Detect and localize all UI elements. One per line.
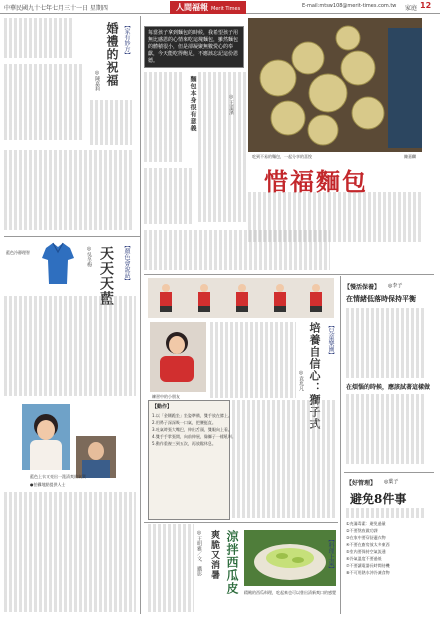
blue-shirt-title: 天天天藍 xyxy=(98,246,114,306)
divider xyxy=(344,472,434,473)
page-header xyxy=(0,0,440,14)
health-body-b xyxy=(346,394,424,464)
melon-author: ◎王明雅／文．攝影 xyxy=(196,530,202,576)
bread-body-col-c xyxy=(144,168,194,224)
article-wedding-col-b xyxy=(4,64,84,140)
kids-tag: 【兒童樂園】 xyxy=(327,322,334,358)
health-tag: 【慢活保養】 xyxy=(344,284,381,291)
bread-title: 惜福麵包 xyxy=(264,167,368,196)
home-list-item: ⑦不要讓電器長時間待機 xyxy=(346,563,390,568)
bread-body-col-e xyxy=(144,230,330,270)
bread-quote: 每當孩子拿到麵包的時候，我希望孩子用無比感恩的心情來吃這塊麵包，雖然麵包的體積很小，但是卻凝聚無數愛心的奉獻，今天能吃得飽足，不應該忘記這份恩德。 xyxy=(148,30,239,64)
home-intro xyxy=(346,508,424,518)
health-title: 在情緒低落時保持平衡 xyxy=(346,295,416,303)
blue-shirt-tag: 【顏色會說話】 xyxy=(123,242,130,284)
home-list-item: ①充滿毒素：避免過量 xyxy=(346,521,386,526)
page-number: 12 xyxy=(420,1,432,10)
home-author: ◎葉子 xyxy=(384,479,399,485)
masthead-logo xyxy=(170,1,246,14)
child-figure-icons xyxy=(148,278,334,318)
home-tag: 【好管理】 xyxy=(346,480,377,487)
home-list-item: ③在家中要穿舒適衣物 xyxy=(346,535,386,540)
section-name: 家庭 xyxy=(405,5,418,12)
bread-subhead: 麵包本身很有意義 xyxy=(189,76,196,132)
melon-subtitle: 爽脆又消暑 xyxy=(209,530,219,580)
bread-icon xyxy=(248,18,422,152)
kids-photo-caption: 練習中的小朋友 xyxy=(152,394,180,399)
article-bottom-left xyxy=(4,492,136,612)
divider xyxy=(340,276,341,614)
blue-shirt-photo xyxy=(40,240,76,286)
home-list xyxy=(346,520,426,576)
wedding-author: ◎陳嘉莉 xyxy=(94,70,100,91)
kids-step: 1.以「金剛跪坐」坐姿準備，雙手放在膝上。 xyxy=(152,413,232,418)
home-list-item: ④不要在廚房放太多東西 xyxy=(346,542,390,547)
kids-step: 2.用鼻子深深吸一口氣，把腰挺直。 xyxy=(152,420,216,425)
kids-body-a xyxy=(210,322,296,398)
article-blue-col xyxy=(4,296,136,396)
kids-title: 培養自信心：獅子式 xyxy=(308,322,321,430)
melon-body xyxy=(148,524,194,612)
bread-body-col-a xyxy=(144,72,184,162)
melon-dish-icon xyxy=(244,530,336,586)
wedding-tag: 【家有妙方】 xyxy=(123,22,130,58)
home-list-item: ⑧不可用熱水沖冷凍食物 xyxy=(346,570,390,575)
melon-tag: 【料理上桌】 xyxy=(327,536,334,572)
kids-steps-head: 【動作】 xyxy=(152,404,173,410)
bread-photo-credit: 陳嘉麟 xyxy=(404,154,416,159)
health-body-a xyxy=(346,308,424,378)
child-photo-caption-right: ●拍攝地點提供人士 xyxy=(30,482,66,487)
divider xyxy=(140,16,141,614)
wedding-title: 婚禮的祝福 xyxy=(105,22,119,87)
kids-author: ◎袁兆凡 xyxy=(298,370,304,391)
kids-step: 5.動作重複三到五次，再放鬆休息。 xyxy=(152,441,216,446)
home-list-item: ⑥冷氣溫度不要過低 xyxy=(346,556,382,561)
divider xyxy=(4,236,140,237)
masthead-name: 人間福報 xyxy=(176,3,208,12)
child-photo-2 xyxy=(76,436,116,478)
kids-steps-list xyxy=(149,412,236,447)
home-list-item: ②不要熬夜做功課 xyxy=(346,528,378,533)
bread-photo xyxy=(248,18,422,152)
home-title: 避免8件事 xyxy=(350,492,407,506)
kids-body-b xyxy=(232,400,336,518)
kids-step: 3.吐氣時張大嘴巴，伸出舌頭，雙眼向上看。 xyxy=(152,427,232,432)
child-photo-caption-left: 藍色上衣又亮出一派清爽的氣質 xyxy=(30,474,86,479)
divider xyxy=(144,522,338,523)
melon-caption: 精緻的西瓜料理，吃起來也可以嘗出清新爽口的感覺 xyxy=(244,590,336,595)
kids-yoga-strip xyxy=(148,278,334,318)
article-wedding-col-a xyxy=(4,18,72,58)
contact-email[interactable]: E-mail:mtsw108@merit-times.com.tw xyxy=(302,3,397,9)
bread-quote-box xyxy=(144,26,244,68)
masthead-subtitle: Merit Times xyxy=(211,6,241,12)
home-list-item: ⑤室內要保持空氣流通 xyxy=(346,549,386,554)
issue-date: 中華民國九十七年七月三十一日 星期四 xyxy=(4,5,108,12)
melon-title: 涼拌西瓜皮 xyxy=(225,530,239,595)
health-author: ◎李子 xyxy=(388,283,403,289)
divider xyxy=(144,274,434,275)
kids-steps-box xyxy=(148,400,236,520)
blue-shirt-author: ◎吳冬梅 xyxy=(86,246,92,267)
bread-author: ◎王道濱 xyxy=(228,94,234,115)
kids-step: 4.雙手手掌張開，向前伸展，像獅子一樣吼叫。 xyxy=(152,434,236,439)
health-subhead: 在煩惱的時候，應該試著這樣做 xyxy=(346,384,431,391)
child-photo xyxy=(22,404,70,470)
article-wedding-col-c xyxy=(4,150,134,230)
bread-body-col-b xyxy=(198,72,246,222)
blue-shirt-caption: 藍色冷靜理智 xyxy=(6,250,30,255)
kids-yoga-main-photo xyxy=(150,322,206,392)
bread-photo-caption: 吃到不易的麵包，一起分享的喜悅 xyxy=(252,154,312,159)
article-wedding-col-d xyxy=(90,100,132,145)
melon-photo xyxy=(244,530,336,586)
shirt-icon xyxy=(40,240,76,286)
